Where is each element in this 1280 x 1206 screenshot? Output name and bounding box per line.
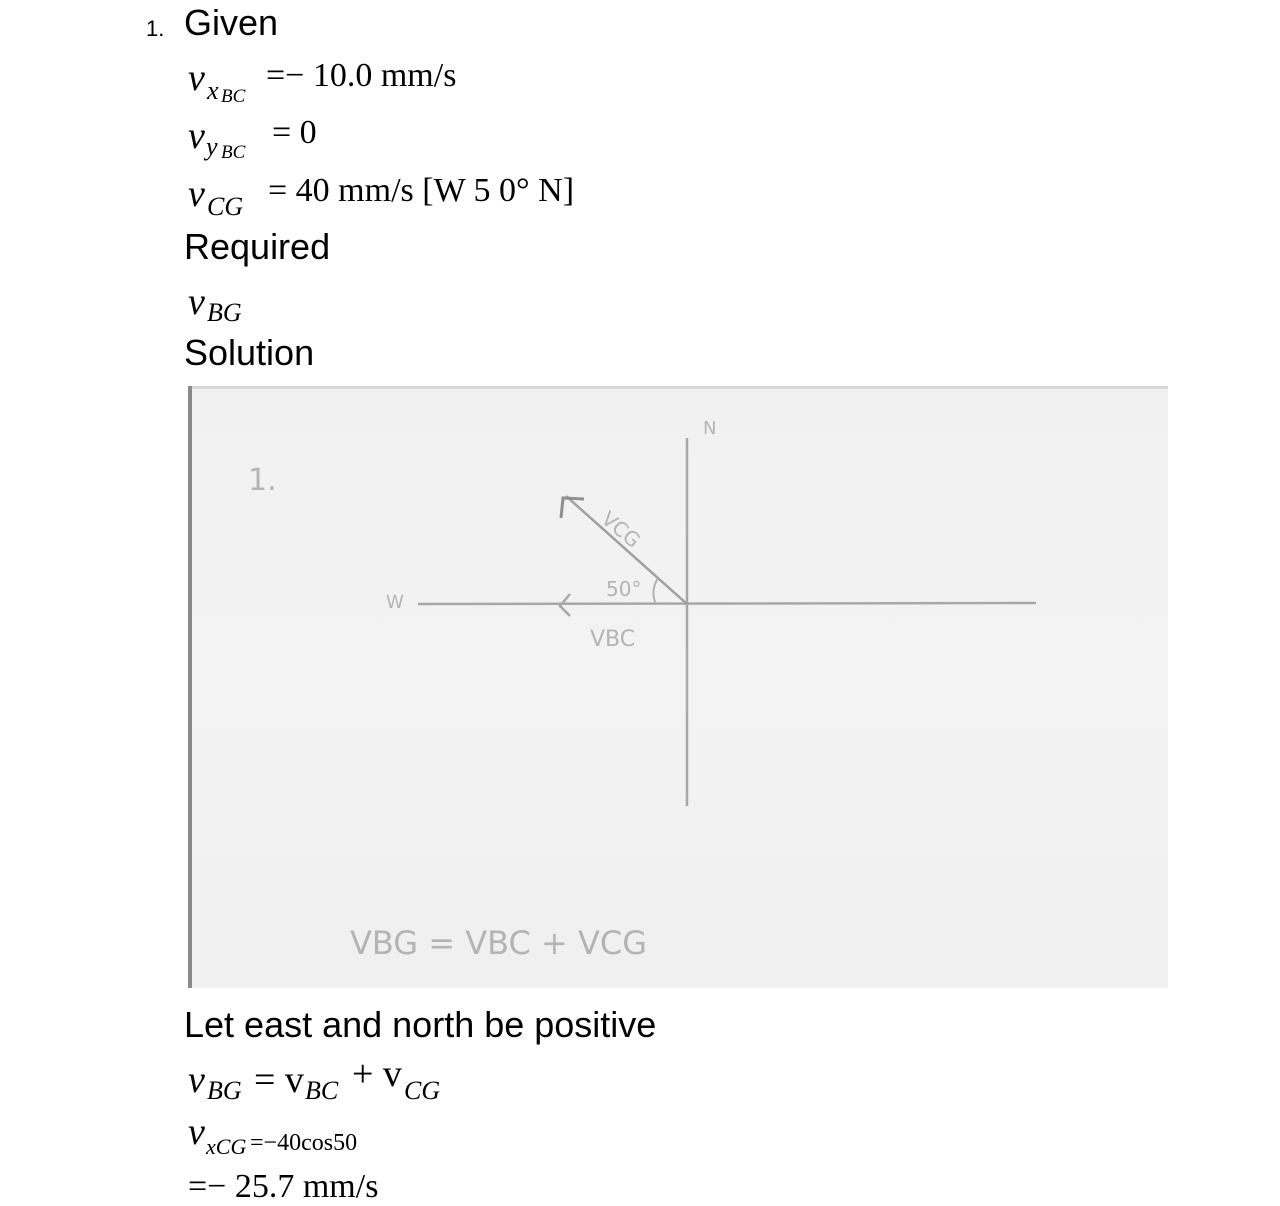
sketch-label-west: W [386, 592, 404, 613]
vx-bc-subsub: BC [221, 86, 246, 107]
v-cg-symbol: v [188, 173, 205, 215]
eq-mid-text: = v [254, 1059, 304, 1101]
sketch-label-vcg: VCG [596, 506, 646, 553]
vx-bc-sub: x [207, 76, 219, 105]
vx-bc-symbol: v [188, 57, 205, 99]
v-bg-symbol: v [188, 281, 205, 323]
vy-bc-symbol: v [188, 115, 205, 157]
eq-plus: + v [352, 1053, 402, 1095]
heading-required: Required [184, 226, 331, 267]
vy-bc-value: = 0 [272, 114, 317, 151]
vx-cg-result: =− 25.7 mm/s [188, 1168, 379, 1205]
sketch-equation: VBG = VBC + VCG [350, 924, 648, 962]
v-cg-sub: CG [207, 192, 244, 221]
vx-bc-value-text: =− 10.0 mm/s [266, 57, 457, 94]
vx-cg-value: =−40cos50 [250, 1130, 358, 1156]
eq-mid [254, 1058, 304, 1102]
sketch-angle-arc [653, 578, 658, 604]
v-bg-sub: BG [207, 298, 242, 327]
eq-lhs-symbol: v [188, 1059, 205, 1101]
sketch-label-north: N [703, 418, 717, 439]
vx-cg-sub: xCG [206, 1134, 247, 1159]
eq-lhs-sub: BG [207, 1076, 242, 1105]
eq-mid-sub: BC [305, 1076, 339, 1105]
sketch-label-number: 1. [248, 463, 277, 498]
heading-given: Given [184, 2, 279, 43]
sketch-label-vbc: VBC [590, 627, 636, 652]
eq-plus-sub: CG [404, 1076, 441, 1105]
v-cg-value: = 40 mm/s [W 5 0° N] [268, 172, 575, 209]
vx-bc-value [266, 57, 456, 95]
vx-cg-symbol: v [188, 1111, 205, 1153]
sketch-label-angle: 50° [606, 577, 642, 601]
sketch-west-axis [418, 603, 1036, 604]
sketch-photo [188, 386, 1168, 988]
list-number: 1. [146, 16, 165, 41]
sign-convention: Let east and north be positive [184, 1004, 657, 1045]
vy-bc-sub: y [206, 132, 218, 161]
heading-solution: Solution [184, 332, 315, 373]
sketch-drawing [188, 386, 1168, 988]
vy-bc-subsub: BC [221, 142, 246, 163]
